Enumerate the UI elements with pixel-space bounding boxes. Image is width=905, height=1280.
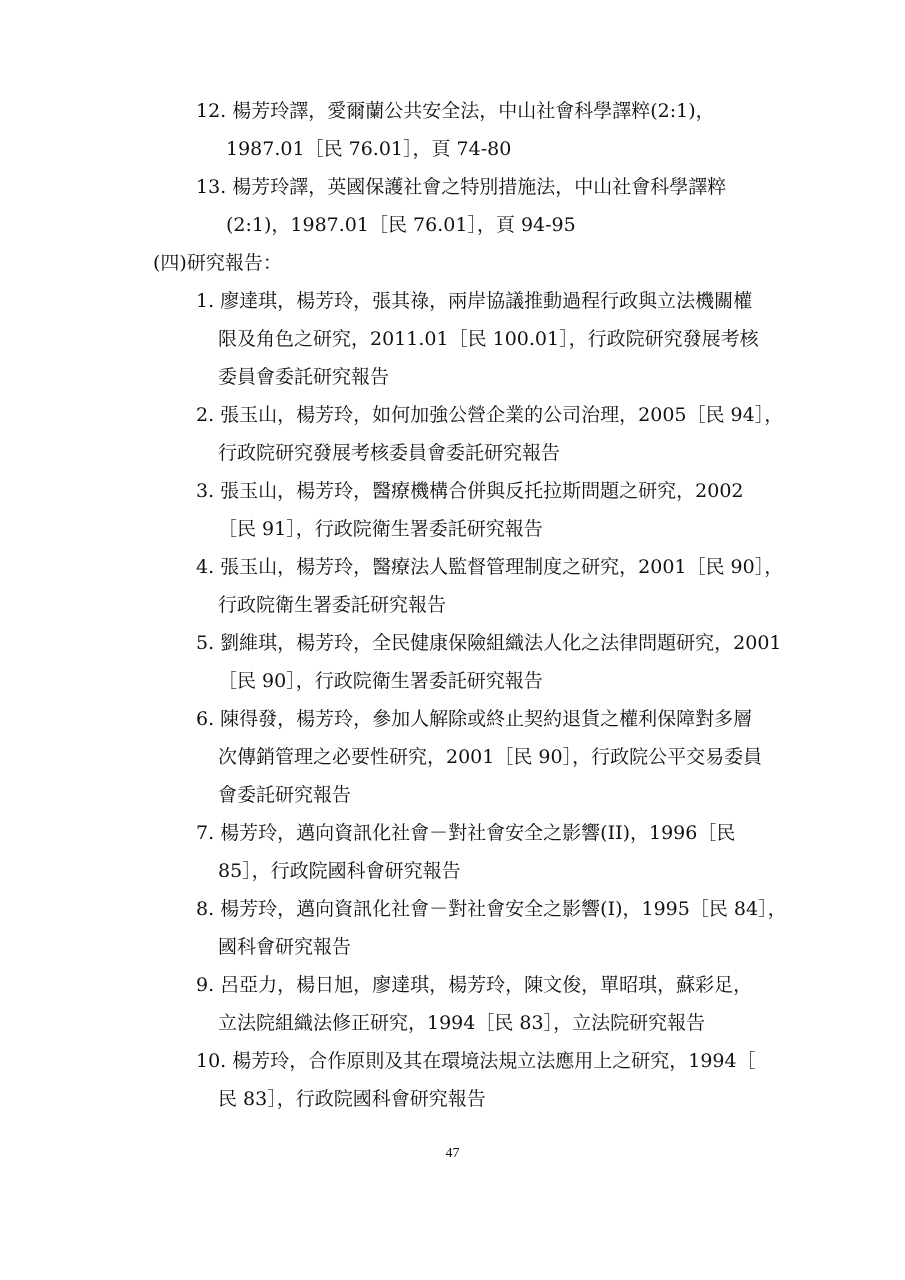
journal-entry-13 (196, 168, 726, 244)
report-entry-8 (196, 890, 787, 966)
entry-line: 8. 楊芳玲，邁向資訊化社會－對社會安全之影響(I)，1995［民 84］， (196, 898, 787, 920)
entry-line: 12. 楊芳玲譯，愛爾蘭公共安全法，中山社會科學譯粹(2:1)， (196, 100, 715, 122)
report-entry-4 (196, 548, 783, 624)
section-heading: (四)研究報告： (153, 252, 282, 274)
report-entry-2 (196, 396, 783, 472)
report-entry-10 (196, 1042, 756, 1118)
report-entry-1 (196, 282, 759, 396)
report-entry-6 (196, 700, 762, 814)
entry-line: 委員會委託研究報告 (218, 366, 390, 388)
entry-line: ［民 91］，行政院衛生署委託研究報告 (218, 518, 543, 540)
entry-line: 行政院衛生署委託研究報告 (218, 594, 447, 616)
entry-line: 4. 張玉山，楊芳玲，醫療法人監督管理制度之研究，2001［民 90］， (196, 556, 784, 578)
journal-entry-12 (196, 92, 715, 168)
entry-line: 次傳銷管理之必要性研究，2001［民 90］，行政院公平交易委員 (218, 746, 763, 768)
entry-line: 民 83］，行政院國科會研究報告 (218, 1088, 486, 1110)
entry-line: 1987.01［民 76.01］，頁 74-80 (226, 138, 512, 160)
report-entry-7 (196, 814, 735, 890)
entry-line: 3. 張玉山，楊芳玲，醫療機構合併與反托拉斯問題之研究，2002 (196, 480, 744, 502)
entry-line: 7. 楊芳玲，邁向資訊化社會－對社會安全之影響(II)，1996［民 (196, 822, 736, 844)
entry-line: 限及角色之研究，2011.01［民 100.01］，行政院研究發展考核 (218, 328, 759, 350)
entry-line: ［民 90］，行政院衛生署委託研究報告 (218, 670, 543, 692)
entry-line: 立法院組織法修正研究，1994［民 83］，立法院研究報告 (218, 1012, 706, 1034)
entry-line: 1. 廖達琪，楊芳玲，張其祿，兩岸協議推動過程行政與立法機關權 (196, 290, 753, 312)
report-entry-3 (196, 472, 744, 548)
entry-line: 10. 楊芳玲，合作原則及其在環境法規立法應用上之研究，1994［ (196, 1050, 756, 1072)
entry-line: 2. 張玉山，楊芳玲，如何加強公營企業的公司治理，2005［民 94］， (196, 404, 784, 426)
entry-line: 會委託研究報告 (218, 784, 352, 806)
entry-line: 行政院研究發展考核委員會委託研究報告 (218, 442, 561, 464)
page-number: 47 (445, 1146, 460, 1161)
entry-line: 國科會研究報告 (218, 936, 352, 958)
entry-line: 6. 陳得發，楊芳玲，參加人解除或終止契約退貨之權利保障對多層 (196, 708, 753, 730)
entry-line: 5. 劉維琪，楊芳玲，全民健康保險組織法人化之法律問題研究，2001 (196, 632, 782, 654)
entry-line: (2:1)，1987.01［民 76.01］，頁 94-95 (226, 214, 576, 236)
entry-line: 9. 呂亞力，楊日旭，廖達琪，楊芳玲，陳文俊，單昭琪，蘇彩足， (196, 974, 753, 996)
report-entry-5 (196, 624, 782, 700)
entry-line: 85］，行政院國科會研究報告 (218, 860, 461, 882)
report-entry-9 (196, 966, 752, 1042)
entry-line: 13. 楊芳玲譯，英國保護社會之特別措施法，中山社會科學譯粹 (196, 176, 727, 198)
